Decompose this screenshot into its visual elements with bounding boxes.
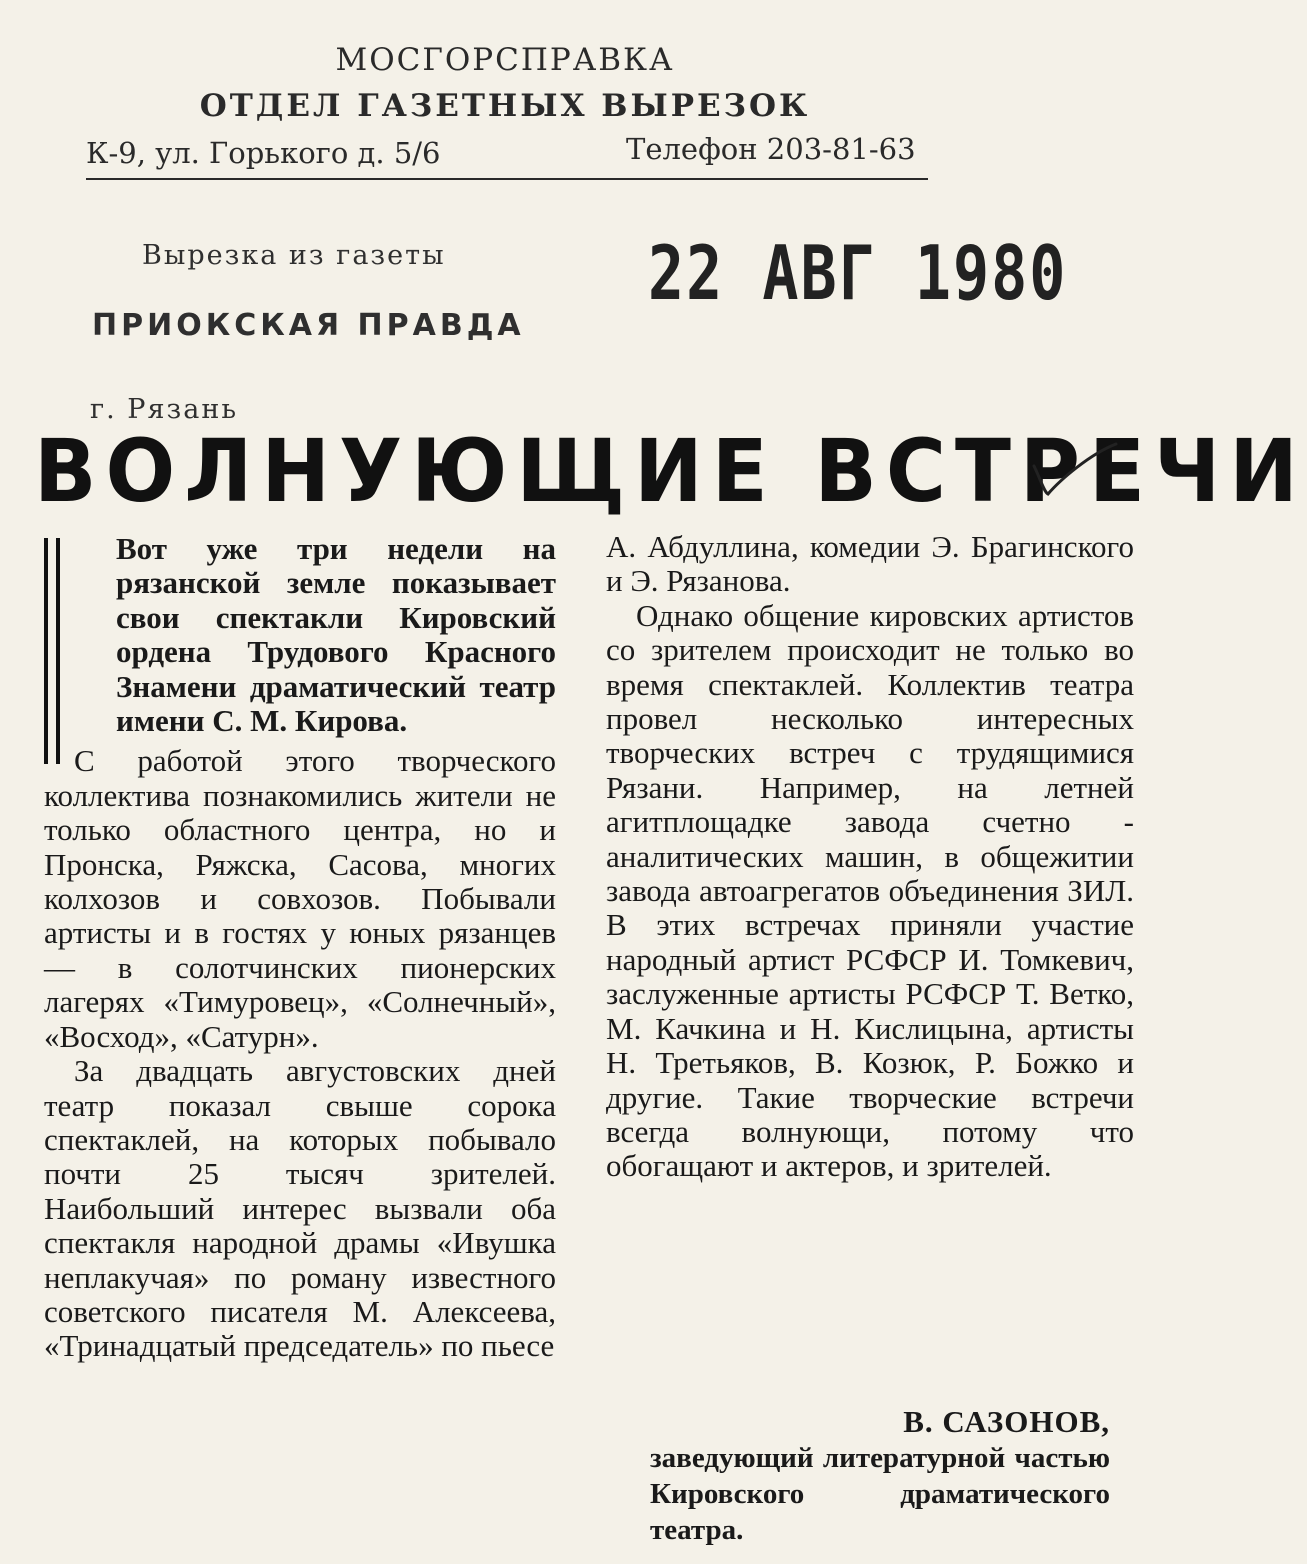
agency-name: МОСГОРСПРАВКА bbox=[335, 42, 675, 78]
author-title: заведующий литературной частью Кировского драматического театра. bbox=[650, 1442, 1110, 1546]
phone-line: Телефон 203-81-63 bbox=[626, 132, 916, 166]
article-headline: ВОЛНУЮЩИЕ ВСТРЕЧИ bbox=[34, 422, 1307, 522]
department-name: ОТДЕЛ ГАЗЕТНЫХ ВЫРЕЗОК bbox=[199, 88, 811, 124]
article-paragraph: С работой этого творческого коллектива познакомились жители не только областного центра, но и Пронска, Ряжска, Сасова, многих колхозов и совхозов. Побывали артисты и в гостях у юных рязанцев — в солотчинских пионерских лагерях «Тимуровец», «Солнечный», «Восход», «Сатурн». bbox=[44, 743, 556, 1054]
clipping-label: Вырезка из газеты bbox=[142, 240, 446, 271]
article-lead-block bbox=[44, 532, 556, 738]
article-paragraph: За двадцать августовских дней театр показал свыше сорока спектаклей, на которых побывало почти 25 тысяч зрителей. Наибольший интерес вызвали оба спектакля народной драмы «Ивушка неплакучая» по роману известного советского писателя М. Алексеева, «Тринадцатый председатель» по пьесе bbox=[44, 1053, 556, 1364]
article-paragraph: А. Абдуллина, комедии Э. Брагинского и Э. Рязанова. bbox=[606, 529, 1134, 599]
article-paragraph: Однако общение кировских артистов со зрителем происходит не только во время спектаклей. Коллектив театра провел несколько интересных творческих встреч с трудящимися Рязани. Например, на летней агитплощадке завода счетно - аналитических машин, в общежитии завода автоагрегатов объединения ЗИЛ. В этих встречах приняли участие народный артист РСФСР И. Томкевич, заслуженные артисты РСФСР Т. Ветко, М. Качкина и Н. Кислицына, артисты Н. Третьяков, В. Козюк, Р. Божко и другие. Такие творческие встречи всегда волнующи, потому что обогащают и актеров, и зрителей. bbox=[606, 597, 1134, 1184]
article-column-right bbox=[606, 530, 1134, 1184]
article-author: В. САЗОНОВ, bbox=[903, 1404, 1110, 1439]
article-lead: Вот уже три недели на рязанской земле показывает свои спектакли Кировский ордена Трудового Красного Знамени драматический театр имени С. М. Кирова. bbox=[116, 531, 556, 739]
date-stamp: 22 АВГ 1980 bbox=[648, 230, 1068, 318]
header-divider bbox=[86, 178, 928, 180]
address-line: К-9, ул. Горького д. 5/6 bbox=[86, 136, 441, 170]
article-column-left bbox=[44, 532, 556, 1364]
city-label: г. Рязань bbox=[90, 394, 239, 425]
lead-marker-bar bbox=[44, 538, 48, 764]
newspaper-name: ПРИОКСКАЯ ПРАВДА bbox=[92, 308, 525, 343]
lead-marker-bar bbox=[56, 538, 60, 764]
checkmark-icon bbox=[1030, 440, 1120, 500]
